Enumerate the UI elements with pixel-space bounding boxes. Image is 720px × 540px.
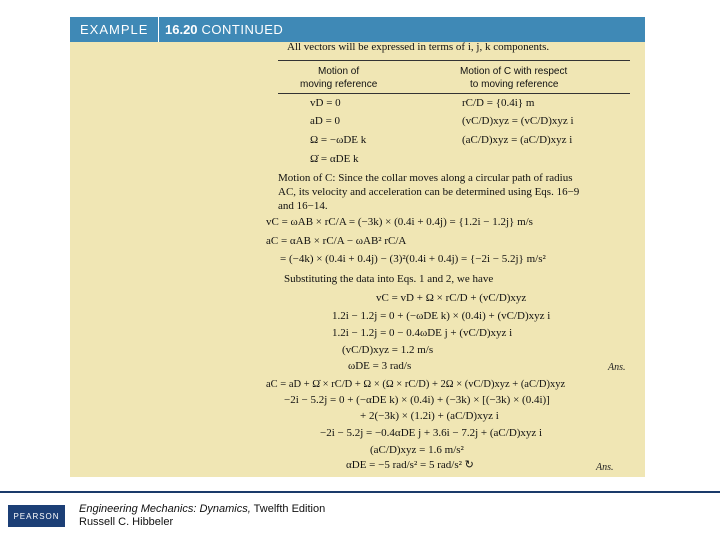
motion-text-l3: and 16−14.	[278, 200, 328, 212]
eq-a2: −2i − 5.2j = 0 + (−αDE k) × (0.4i) + (−3k) × [(−3k) × (0.4i)]	[284, 394, 550, 406]
eq-a5: (aC/D)xyz = 1.6 m/s²	[370, 444, 464, 456]
example-header	[70, 17, 645, 42]
col1-header-l1: Motion of	[318, 66, 360, 77]
eq-a6: αDE = −5 rad/s² = 5 rad/s² ↻	[346, 459, 474, 471]
table-row-2-right: (vC/D)xyz = (vC/D)xyz i	[462, 115, 574, 127]
footer-title-line	[79, 503, 325, 515]
eq-v2: 1.2i − 1.2j = 0 + (−ωDE k) × (0.4i) + (vC/D)xyz i	[332, 310, 551, 322]
eq-a4: −2i − 5.2j = −0.4αDE j + 3.6i − 7.2j + (aC/D)xyz i	[320, 427, 543, 439]
eq-velocity-c: vC = ωAB × rC/A = (−3k) × (0.4i + 0.4j) = {1.2i − 1.2j} m/s	[266, 216, 533, 228]
book-title: Engineering Mechanics: Dynamics,	[79, 503, 251, 515]
table-row-2-left: aD = 0	[310, 115, 341, 127]
table-row-3-right: (aC/D)xyz = (aC/D)xyz i	[462, 134, 573, 146]
col1-header-l2: moving reference	[300, 79, 378, 90]
footer-divider	[0, 491, 720, 493]
example-panel	[70, 17, 645, 477]
intro-text: All vectors will be expressed in terms of i, j, k components.	[287, 41, 550, 53]
table-row-4-left: Ω̇ = αDE k	[310, 153, 359, 165]
table-row-3-left: Ω = −ωDE k	[310, 134, 367, 146]
eq-v4: (vC/D)xyz = 1.2 m/s	[342, 344, 434, 356]
answer-label-1: Ans.	[608, 362, 626, 373]
substitution-text: Substituting the data into Eqs. 1 and 2, we have	[284, 273, 494, 285]
eq-v5: ωDE = 3 rad/s	[348, 360, 412, 372]
example-label: EXAMPLE	[80, 22, 149, 37]
example-continued: CONTINUED	[201, 22, 284, 37]
publisher-logo: PEARSON	[8, 505, 65, 527]
motion-text-l2: AC, its velocity and acceleration can be determined using Eqs. 16−9	[278, 186, 580, 198]
book-author: Russell C. Hibbeler	[79, 516, 174, 528]
eq-a3: + 2(−3k) × (1.2i) + (aC/D)xyz i	[360, 410, 499, 422]
motion-text-l1: Motion of C: Since the collar moves along a circular path of radius	[278, 172, 573, 184]
table-top-rule	[278, 60, 630, 61]
eq-accel-c-2: = (−4k) × (0.4i + 0.4j) − (3)²(0.4i + 0.4j) = {−2i − 5.2j} m/s²	[280, 253, 546, 265]
col2-header-l2: to moving reference	[470, 79, 559, 90]
eq-v1: vC = vD + Ω × rC/D + (vC/D)xyz	[376, 292, 527, 304]
example-number: 16.20	[165, 22, 198, 37]
table-header-rule	[278, 93, 630, 94]
book-edition: Twelfth Edition	[253, 503, 326, 515]
table-row-1-left: vD = 0	[310, 97, 341, 109]
table-row-1-right: rC/D = {0.4i} m	[462, 97, 535, 109]
col2-header-l1: Motion of C with respect	[460, 66, 568, 77]
eq-accel-c-1: aC = αAB × rC/A − ωAB² rC/A	[266, 235, 407, 247]
answer-label-2: Ans.	[596, 462, 614, 473]
eq-v3: 1.2i − 1.2j = 0 − 0.4ωDE j + (vC/D)xyz i	[332, 327, 513, 339]
eq-a1: aC = aD + Ω̇ × rC/D + Ω × (Ω × rC/D) + 2Ω × (vC/D)xyz + (aC/D)xyz	[266, 379, 566, 390]
